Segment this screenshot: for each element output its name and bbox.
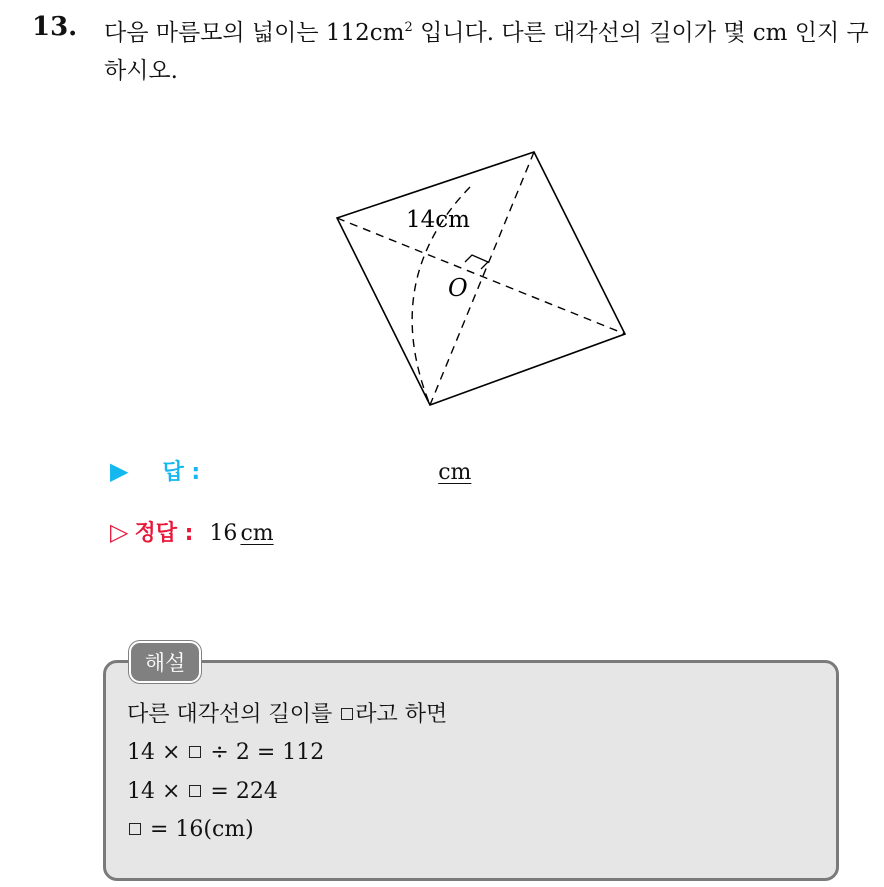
solution-line-2-text-a: 14 × bbox=[127, 740, 188, 765]
diagonal-horizontal bbox=[337, 218, 625, 334]
solution-line-3-text-b: = 224 bbox=[203, 779, 278, 804]
solution-line-2-text-b: ÷ 2 = 112 bbox=[203, 740, 325, 765]
solution-line-4-text: = 16(cm) bbox=[143, 817, 254, 842]
solution-line-4 bbox=[127, 815, 254, 845]
solution-tab: 해설 bbox=[129, 641, 201, 683]
blank-square-icon bbox=[189, 785, 201, 797]
answer-label: 답 : bbox=[162, 460, 201, 485]
solution-line-1-text-b: 라고 하면 bbox=[355, 702, 448, 727]
solution-line-1 bbox=[127, 700, 447, 730]
solution-line-2 bbox=[127, 738, 324, 768]
rhombus-outline bbox=[337, 152, 625, 405]
solution-box bbox=[103, 660, 839, 881]
triangle-filled-icon: ▶ bbox=[110, 457, 129, 485]
area-superscript: 2 bbox=[404, 20, 413, 35]
question-text-part1: 다음 마름모의 넓이는 112cm bbox=[104, 20, 405, 46]
solution-line-1-text-a: 다른 대각선의 길이를 bbox=[127, 702, 340, 727]
blank-square-icon bbox=[341, 708, 353, 720]
question-text-part2: 입니다. 다른 대각선의 길이가 몇 cm 인지 구하시오. bbox=[104, 20, 869, 84]
correct-value: 16 bbox=[209, 521, 238, 546]
solution-line-3-text-a: 14 × bbox=[127, 779, 188, 804]
correct-unit: cm bbox=[240, 521, 274, 546]
length-label: 14cm bbox=[406, 207, 470, 233]
solution-line-3 bbox=[127, 777, 278, 807]
correct-row bbox=[110, 516, 274, 547]
correct-label: 정답 : bbox=[134, 521, 194, 546]
right-angle-mark bbox=[465, 255, 488, 269]
blank-square-icon bbox=[129, 823, 141, 835]
diagonal-vertical bbox=[430, 152, 534, 405]
center-label: O bbox=[448, 274, 468, 302]
answer-unit: cm bbox=[438, 460, 472, 485]
answer-row bbox=[110, 455, 471, 486]
question-number: 13. bbox=[32, 12, 78, 42]
triangle-outline-icon: ▷ bbox=[110, 518, 129, 546]
blank-square-icon bbox=[189, 746, 201, 758]
